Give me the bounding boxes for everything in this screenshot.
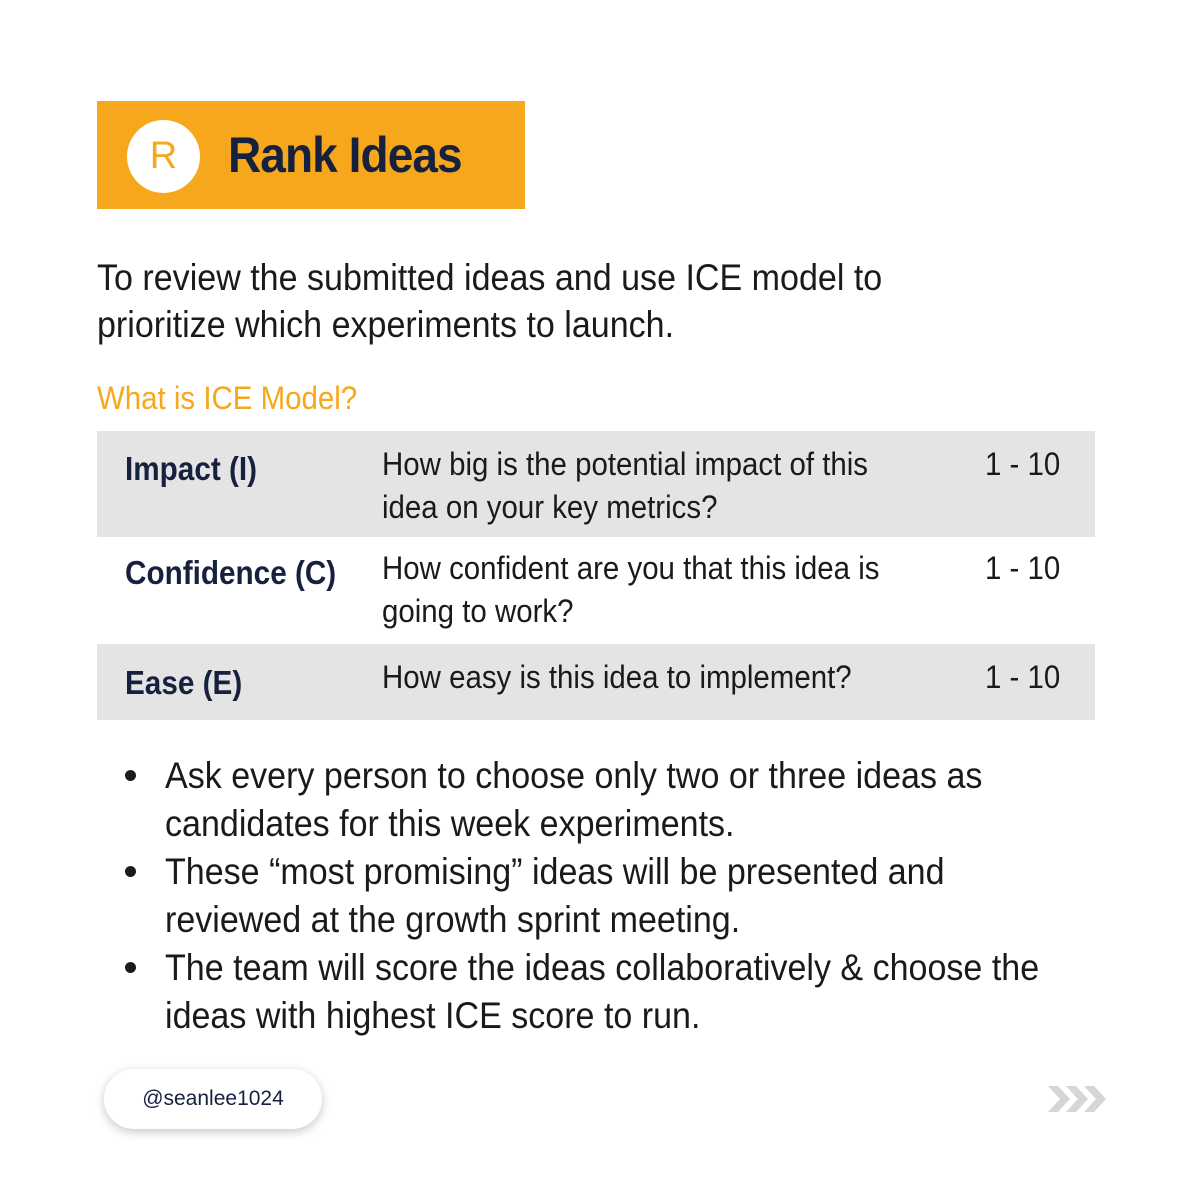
ice-score-range: 1 - 10 [985,659,1061,695]
list-item-text: These “most promising” ideas will be presented and reviewed at the growth sprint meeting. [165,851,945,940]
ice-score-range: 1 - 10 [985,446,1061,482]
ice-model-table [97,431,1095,720]
author-handle[interactable]: @seanlee1024 [104,1069,322,1129]
list-item-text: Ask every person to choose only two or three ideas as candidates for this week experiments. [165,755,983,844]
ice-term: Ease (E) [125,664,243,701]
ice-description: How easy is this idea to implement? [382,659,852,695]
ice-description: How confident are you that this idea is going to work? [382,550,880,629]
ice-row-confidence [97,537,1095,644]
bullet-dot-icon [125,866,136,877]
list-item [97,944,1097,1040]
list-item-text: The team will score the ideas collaboratively & choose the ideas with highest ICE score to run. [165,947,1040,1036]
letter-badge: R [127,120,200,193]
intro-text: To review the submitted ideas and use ICE model to prioritize which experiments to launch. [97,257,883,345]
title-banner [97,101,525,209]
ice-description: How big is the potential impact of this idea on your key metrics? [382,446,869,525]
ice-term: Impact (I) [125,450,258,487]
ice-term: Confidence (C) [125,554,337,591]
ice-row-ease [97,644,1095,720]
bullet-dot-icon [125,962,136,973]
ice-row-impact [97,431,1095,537]
chevron-triple-right-icon[interactable] [1046,1082,1108,1116]
guideline-list [97,752,1097,1040]
bullet-dot-icon [125,770,136,781]
ice-score-range: 1 - 10 [985,550,1061,586]
page-title: Rank Ideas [228,127,462,183]
list-item [97,752,1097,848]
list-item [97,848,1097,944]
ice-model-heading: What is ICE Model? [97,380,358,416]
